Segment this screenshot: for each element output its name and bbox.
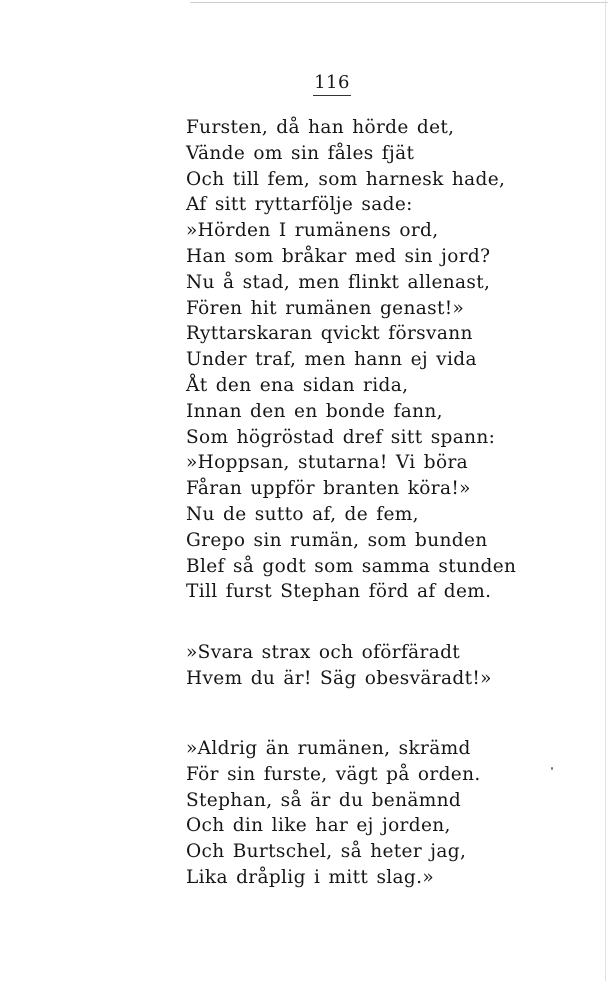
verse-line: Af sitt ryttarfölje sade: [186, 194, 413, 216]
verse-line: Som högröstad dref sitt spann: [186, 426, 496, 448]
verse-line: Åt den ena sidan rida, [186, 374, 409, 396]
verse-line: »Hoppsan, stutarna! Vi böra [186, 452, 469, 474]
stanza-2 [186, 640, 492, 692]
verse-line: Blef så godt som samma stunden [186, 555, 517, 577]
verse-line: Fören hit rumänen genast!» [186, 297, 465, 319]
page-right-edge [605, 0, 606, 981]
verse-line: »Svara strax och oförfäradt [186, 642, 461, 663]
verse-line: Och Burtschel, så heter jag, [186, 841, 467, 863]
page-number-underline [313, 95, 351, 96]
verse-line: Vände om sin fåles fjät [186, 142, 415, 164]
verse-line: Och till fem, som harnesk hade, [186, 168, 506, 190]
verse-line: »Aldrig än rumänen, skrämd [186, 738, 471, 759]
stanza-1 [186, 115, 516, 605]
verse-line: Fursten, då han hörde det, [186, 117, 455, 138]
print-speck [551, 767, 553, 770]
verse-line: Nu de sutto af, de fem, [186, 503, 419, 525]
verse-line: Lika dråplig i mitt slag.» [186, 866, 435, 888]
verse-line: Fåran uppför branten köra!» [186, 478, 471, 500]
verse-line: Nu å stad, men flinkt allenast, [186, 271, 491, 293]
verse-line: Innan den en bonde fann, [186, 400, 443, 422]
verse-line: Till furst Stephan förd af dem. [186, 581, 492, 603]
verse-line: För sin furste, vägt på orden. [186, 763, 481, 785]
verse-line: Stephan, så är du benämnd [186, 789, 462, 811]
stanza-3 [186, 736, 481, 891]
verse-line: Under traf, men hann ej vida [186, 349, 477, 371]
verse-line: Hvem du är! Säg obesväradt!» [186, 667, 492, 689]
page-top-edge-rule [190, 2, 608, 3]
page-number: 116 [314, 72, 350, 93]
verse-line: »Hörden I rumänens ord, [186, 220, 439, 242]
verse-line: Grepo sin rumän, som bunden [186, 529, 488, 551]
verse-line: Ryttarskaran qvickt försvann [186, 323, 473, 345]
verse-line: Och din like har ej jorden, [186, 815, 451, 837]
verse-line: Han som bråkar med sin jord? [186, 245, 491, 267]
